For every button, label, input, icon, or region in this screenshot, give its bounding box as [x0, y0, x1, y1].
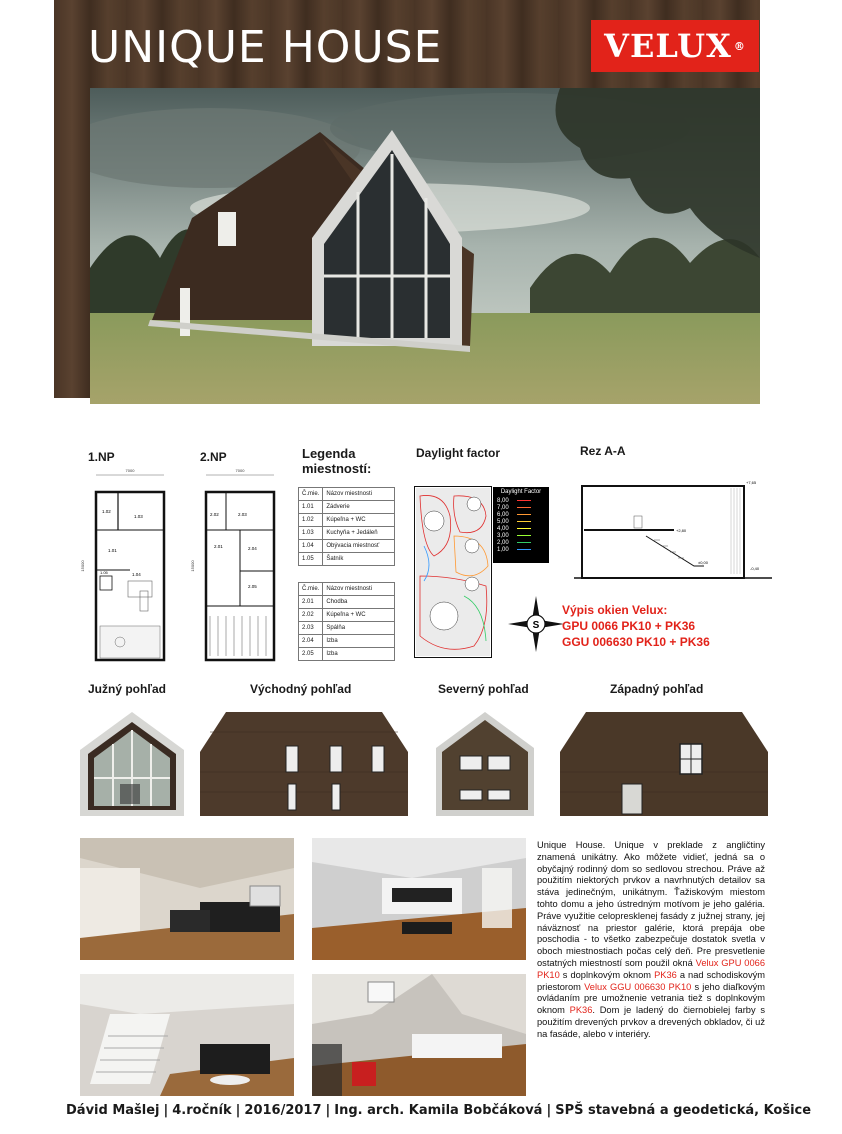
interior-render-1	[80, 838, 294, 960]
legend-table-floor2	[298, 582, 395, 661]
legend-table-floor1	[298, 487, 395, 566]
daylight-legend-row	[497, 546, 545, 553]
svg-text:2.04: 2.04	[248, 546, 257, 551]
section-level-floor2: +2,80	[676, 528, 687, 533]
table-row: 2.02 Kúpeľna + WC	[299, 609, 395, 622]
page-title: UNIQUE HOUSE	[88, 22, 443, 73]
legend-title-line1: Legenda	[302, 446, 356, 461]
floor2-plan	[190, 466, 290, 666]
legend-title-line2: miestností:	[302, 461, 372, 476]
svg-text:2.05: 2.05	[248, 584, 257, 589]
elevation-south-label: Južný pohľad	[88, 682, 166, 696]
west-elevation	[560, 712, 768, 816]
east-elevation	[200, 712, 408, 816]
compass-letter: S	[532, 620, 540, 631]
legend-header-num: Č.mie.	[299, 488, 323, 501]
registered-mark: ®	[733, 39, 746, 53]
daylight-factor-legend	[493, 487, 549, 563]
daylight-legend-row	[497, 504, 545, 511]
table-row: 2.03 Spálňa	[299, 622, 395, 635]
daylight-legend-value: 3,00	[497, 532, 509, 539]
velux-logo	[591, 20, 759, 72]
window-item: GPU 0066 PK10 + PK36	[562, 619, 696, 633]
floor2-label: 2.NP	[200, 450, 227, 464]
footer-school-year: 2016/2017	[244, 1103, 322, 1118]
elevation-west-label: Západný pohľad	[610, 682, 704, 696]
compass-icon	[508, 596, 564, 652]
daylight-factor-plan	[414, 486, 492, 658]
floor1-width-dimension: 7000	[125, 468, 135, 473]
elevation-north-label: Severný pohľad	[438, 682, 529, 696]
table-row: 1.05 Šatník	[299, 553, 395, 566]
daylight-legend-swatch	[517, 500, 531, 502]
svg-text:2.01: 2.01	[214, 544, 223, 549]
section-label: Rez A-A	[580, 444, 626, 458]
legend-title	[302, 446, 371, 476]
daylight-legend-value: 1,00	[497, 546, 509, 553]
floor2-height-dimension: 15000	[190, 560, 195, 572]
interior-render-4	[312, 974, 526, 1096]
legend-header-num: Č.mie.	[299, 583, 323, 596]
daylight-legend-swatch	[517, 535, 531, 537]
svg-text:1.04: 1.04	[132, 572, 141, 577]
svg-text:2.02: 2.02	[210, 512, 219, 517]
north-elevation	[436, 712, 534, 816]
daylight-legend-row	[497, 497, 545, 504]
table-row: 1.03 Kuchyňa + Jedáleň	[299, 527, 395, 540]
daylight-legend-value: 4,00	[497, 525, 509, 532]
table-row: 1.01 Zádverie	[299, 501, 395, 514]
floor1-height-dimension: 15000	[80, 560, 85, 572]
daylight-legend-swatch	[517, 528, 531, 530]
table-row: 2.01 Chodba	[299, 596, 395, 609]
hero-render-image	[90, 88, 760, 404]
legend-header-name: Názov miestnosti	[323, 583, 395, 596]
section-level-top: +7,65	[746, 480, 757, 485]
footer-teacher: Ing. arch. Kamila Bobčáková	[334, 1103, 543, 1118]
south-elevation	[80, 712, 184, 816]
daylight-legend-row	[497, 518, 545, 525]
daylight-factor-label: Daylight factor	[416, 446, 501, 460]
floor2-width-dimension: 7000	[235, 468, 245, 473]
footer-credits: Dávid Mašlej | 4.ročník | 2016/2017 | Ing. arch. Kamila Bobčáková | SPŠ stavebná a geodetická, Košice	[66, 1103, 812, 1118]
daylight-legend-row	[497, 525, 545, 532]
section-level-terrain: -0,40	[750, 566, 760, 571]
table-row: 1.04 Obývacia miestnosť	[299, 540, 395, 553]
velux-logo-text: VELUX	[604, 27, 732, 65]
legend-header-name: Názov miestnosti	[323, 488, 395, 501]
window-item: GGU 006630 PK10 + PK36	[562, 635, 710, 649]
daylight-legend-swatch	[517, 521, 531, 523]
velux-windows-list	[562, 602, 710, 650]
daylight-legend-title: Daylight Factor	[500, 489, 542, 495]
windows-title: Výpis okien Velux:	[562, 603, 668, 617]
section-level-ground: ±0,00	[698, 560, 708, 565]
section-drawing	[574, 474, 772, 584]
footer-author: Dávid Mašlej	[66, 1103, 160, 1118]
interior-render-2	[312, 838, 526, 960]
table-row: 1.02 Kúpeľna + WC	[299, 514, 395, 527]
svg-text:1.02: 1.02	[102, 509, 111, 514]
daylight-legend-swatch	[517, 542, 531, 544]
daylight-legend-value: 5,00	[497, 518, 509, 525]
daylight-legend-row	[497, 511, 545, 518]
daylight-legend-swatch	[517, 514, 531, 516]
daylight-legend-row	[497, 532, 545, 539]
daylight-legend-row	[497, 539, 545, 546]
daylight-legend-swatch	[517, 549, 531, 551]
floor1-label: 1.NP	[88, 450, 115, 464]
daylight-legend-value: 2,00	[497, 539, 509, 546]
svg-text:1.05: 1.05	[100, 570, 108, 575]
daylight-legend-swatch	[517, 507, 531, 509]
floor1-plan	[80, 466, 180, 666]
elevation-east-label: Východný pohľad	[250, 682, 352, 696]
footer-school: SPŠ stavebná a geodetická, Košice	[555, 1103, 812, 1118]
table-row: 2.05 Izba	[299, 648, 395, 661]
daylight-legend-value: 6,00	[497, 511, 509, 518]
svg-text:1.03: 1.03	[134, 514, 143, 519]
interior-render-3	[80, 974, 294, 1096]
daylight-legend-value: 7,00	[497, 504, 509, 511]
table-row: 2.04 Izba	[299, 635, 395, 648]
svg-text:2.03: 2.03	[238, 512, 247, 517]
footer-class: 4.ročník	[172, 1103, 232, 1118]
project-description: Unique House. Unique v preklade z angličtiny znamená unikátny. Ako môžete vidieť, jedná sa o obyčajný rodinný dom so sedlovou strechou. Práve až použitím niektorých prvkov a navrhnutých detailov sa stáva jedinečným, unikátnym. Ťažiskovým miestom tohto domu a jeho ústredným motívom je jeho galéria. Práve využitie celopresklenej fasády z južnej strany, jej náväznosť na priestor galérie, ktorá prepája obe poschodia - to všetko zabezpečuje dostatok svetla v oboch miestnostiach počas celý deň. Pre presvetlenie ostatných miestností som použil okná Velux GPU 0066 PK10 s doplnkovým oknom PK36 a nad schodiskovým priestorom Velux GGU 006630 PK10 s jeho diaľkovým ovládaním pre umožnenie vetrania tiež s doplnkovým oknom PK36. Dom je ladený do čiernobielej farby s použitím drevených prvkov a drevených obkladov, či už na fasáde, alebo v interiéry.	[537, 840, 766, 1039]
house-render-illustration	[90, 88, 760, 404]
daylight-legend-value: 8,00	[497, 497, 509, 504]
svg-text:1.01: 1.01	[108, 548, 117, 553]
